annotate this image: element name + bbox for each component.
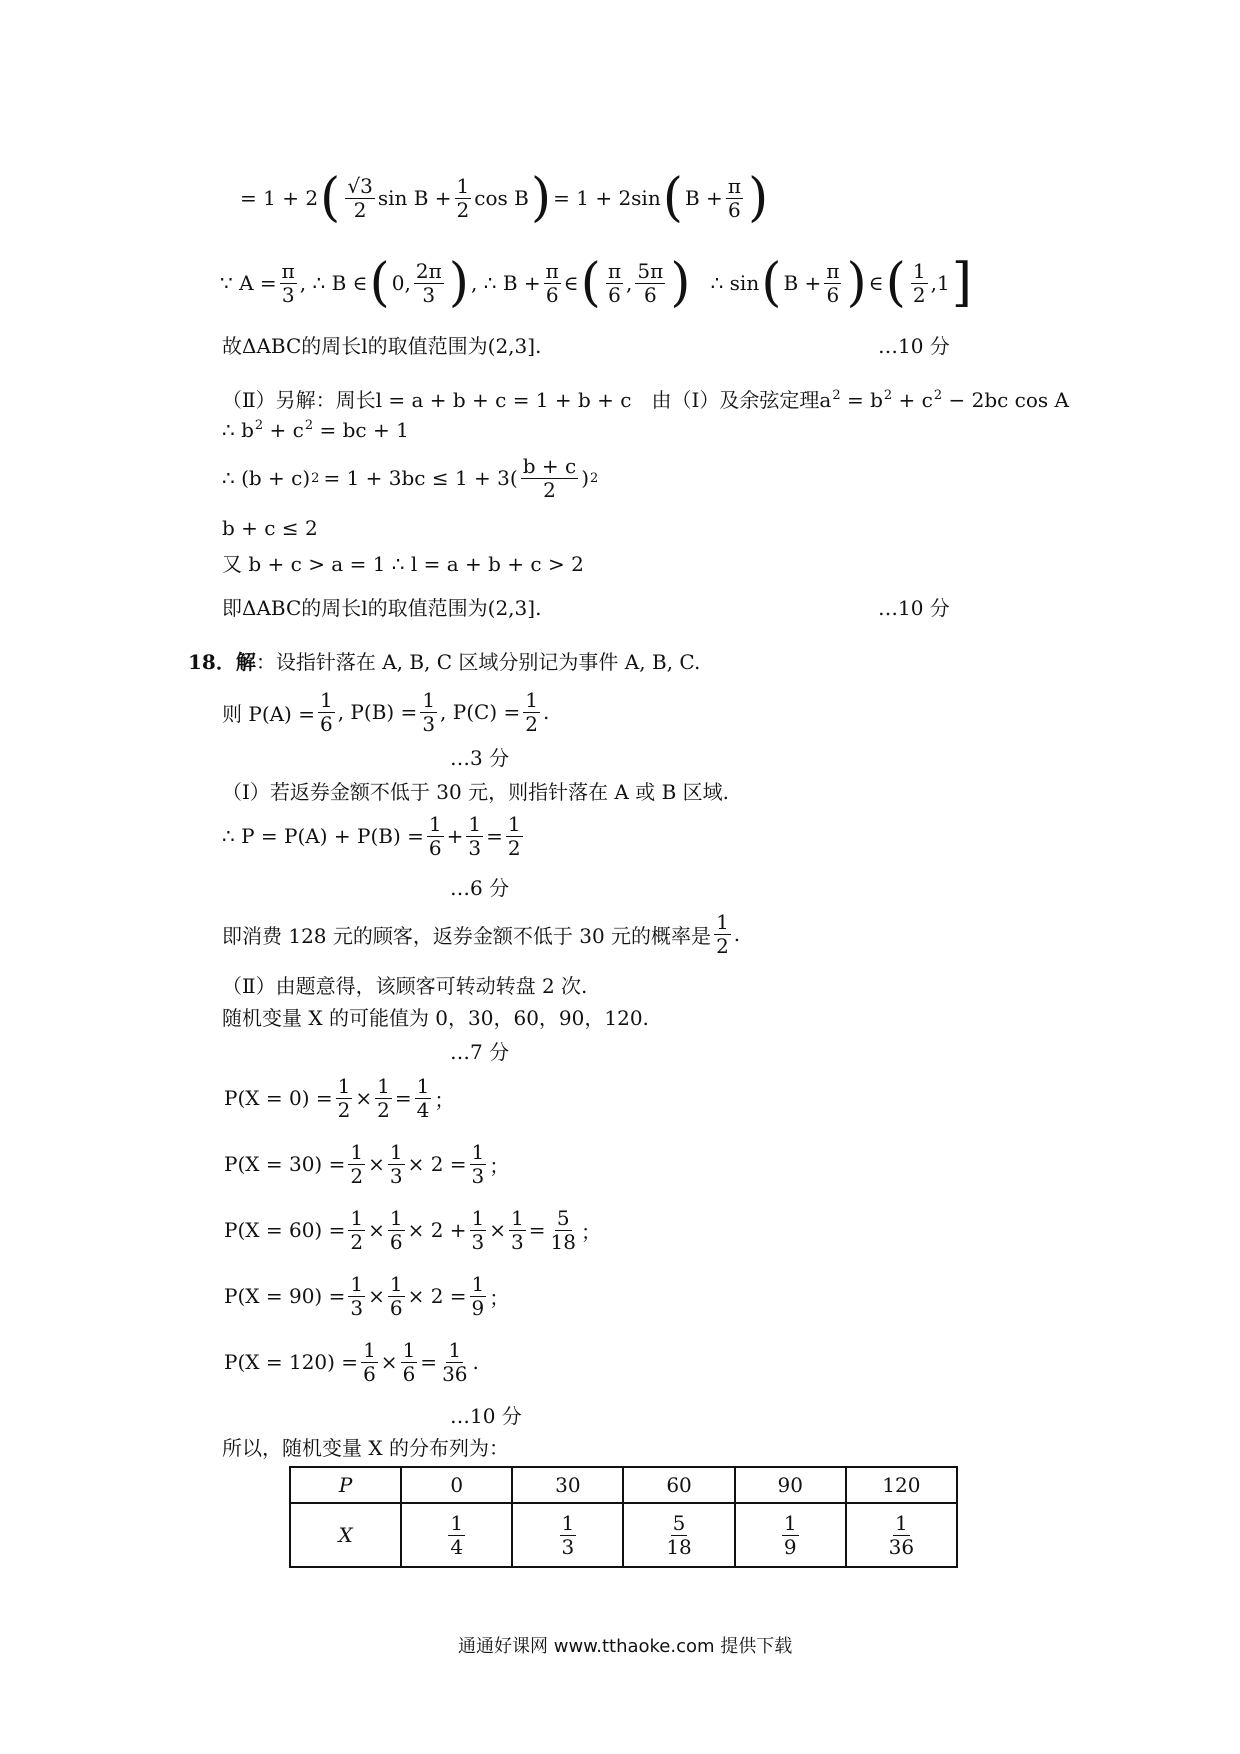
fraction: $\frac{1}{3}$ xyxy=(471,1205,485,1254)
score-marker: …10 分 xyxy=(878,596,950,620)
fraction: $\frac{1}{3}$ xyxy=(468,811,482,860)
equation-line-1 xyxy=(240,158,770,238)
fraction: $\frac{\pi}{6}$ xyxy=(826,258,840,307)
conclusion-line: 故ΔABC的周长l的取值范围为(2,3]. xyxy=(222,334,542,358)
px60-line: P(X = 60) = $\frac{1}{2}$ × $\frac{1}{6}$ × 2 + $\frac{1}{3}$ × $\frac{1}{3}$ = $\frac{5}{18}$ ； xyxy=(224,1205,601,1254)
fraction: $\frac{1}{36}$ xyxy=(888,1510,915,1559)
table-row xyxy=(290,1503,957,1567)
fraction: $\frac{1}{4}$ xyxy=(416,1073,430,1122)
fraction: $\frac{1}{6}$ xyxy=(389,1205,403,1254)
fraction: $\frac{1}{3}$ xyxy=(389,1139,403,1188)
bracket-right: ] xyxy=(951,253,972,313)
paren-left: ( xyxy=(320,168,341,228)
score-marker: …10 分 xyxy=(878,334,950,358)
fraction: $\frac{1}{36}$ xyxy=(442,1337,468,1386)
table-cell: X xyxy=(290,1503,401,1567)
table-cell: 120 xyxy=(846,1467,957,1503)
part2-text: （Ⅱ）由题意得，该顾客可转动转盘 2 次. xyxy=(222,974,588,998)
eq-text: B + xyxy=(783,271,822,295)
score-marker: …10 分 xyxy=(450,1404,522,1428)
score-marker: …3 分 xyxy=(450,746,510,770)
fraction: $\frac{1}{6}$ xyxy=(363,1337,376,1386)
table-cell xyxy=(512,1503,623,1567)
table-cell: P xyxy=(290,1467,401,1503)
fraction: $\frac{2\pi}{3}$ xyxy=(415,258,442,307)
table-cell: 90 xyxy=(735,1467,846,1503)
table-cell xyxy=(846,1503,957,1567)
eq-text: ∈ xyxy=(868,271,884,295)
fraction: $\frac{1}{4}$ xyxy=(450,1510,464,1559)
fraction: $\frac{1}{2}$ xyxy=(507,811,521,860)
eq-text: B + xyxy=(685,186,723,210)
paren-right: ) xyxy=(747,168,769,228)
equation-line-2 xyxy=(220,248,974,318)
fraction: $\frac{1}{2}$ xyxy=(525,687,538,736)
fraction: $\frac{1}{3}$ xyxy=(561,1510,575,1559)
fraction: $\frac{\pi}{6}$ xyxy=(607,258,622,307)
page-footer: 通通好课网 www.tthaoke.com 提供下载 xyxy=(458,1636,793,1657)
fraction: $\frac{1}{2}$ xyxy=(350,1139,364,1188)
equation-gt: 又 b + c > a = 1 ∴ l = a + b + c > 2 xyxy=(222,552,584,576)
eq-text: = 1 + 2sin xyxy=(553,186,661,210)
fraction: $\frac{1}{2}$ xyxy=(377,1073,390,1122)
fraction: $\frac{1}{3}$ xyxy=(350,1271,364,1320)
part1-text: （Ⅰ）若返券金额不低于 30 元，则指针落在 A 或 B 区域. xyxy=(222,780,729,804)
eq-text: sin B + xyxy=(377,186,452,210)
table-cell xyxy=(401,1503,512,1567)
eq-text: ∴ sin xyxy=(710,271,760,295)
fraction: $\frac{5\pi}{6}$ xyxy=(637,258,664,307)
px120-line: P(X = 120) = $\frac{1}{6}$ × $\frac{1}{6}$ = $\frac{1}{36}$ . xyxy=(224,1337,479,1386)
fraction: $\frac{1}{3}$ xyxy=(471,1139,485,1188)
fraction: $\frac{\pi}{3}$ xyxy=(281,258,295,307)
fraction: $\frac{1}{2}$ xyxy=(716,909,729,958)
fraction: $\frac{1}{6}$ xyxy=(319,687,333,736)
eq-text: cos B xyxy=(474,186,529,210)
distribution-table xyxy=(289,1466,958,1568)
eq-text: 0, xyxy=(391,271,411,295)
distribution-intro: 所以，随机变量 X 的分布列为： xyxy=(222,1436,509,1460)
fraction: $\frac{1}{6}$ xyxy=(428,811,442,860)
paren-left: ( xyxy=(369,253,390,313)
paren-left: ( xyxy=(885,253,906,313)
paren-right: ) xyxy=(846,253,867,313)
question-18-intro: 18．解：设指针落在 A, B, C 区域分别记为事件 A, B, C. xyxy=(188,650,701,674)
fraction: $\frac{\pi}{6}$ xyxy=(727,173,741,222)
paren-left: ( xyxy=(761,253,782,313)
prob-line: 则 P(A) = $\frac{1}{6}$ , P(B) = $\frac{1}{3}$ , P(C) = $\frac{1}{2}$ . xyxy=(222,687,550,736)
part1-equation: ∴ P = P(A) + P(B) = $\frac{1}{6}$ + $\frac{1}{3}$ = $\frac{1}{2}$ xyxy=(222,811,521,860)
px30-line: P(X = 30) = $\frac{1}{2}$ × $\frac{1}{3}$ × 2 = $\frac{1}{3}$ ； xyxy=(224,1139,510,1188)
eq-text: , ∴ B + xyxy=(471,271,541,295)
fraction: $\frac{b + c}{2}$ xyxy=(522,453,577,502)
px0-line: P(X = 0) = $\frac{1}{2}$ × $\frac{1}{2}$ = $\frac{1}{4}$ ； xyxy=(224,1073,455,1122)
part1-conclusion: 即消费 128 元的顾客，返券金额不低于 30 元的概率是 $\frac{1}{2}$ . xyxy=(222,909,741,958)
px90-line: P(X = 90) = $\frac{1}{3}$ × $\frac{1}{6}$ × 2 = $\frac{1}{9}$ ； xyxy=(224,1271,510,1320)
paren-right: ) xyxy=(448,253,470,313)
eq-text: = 1 + 2 xyxy=(240,186,319,210)
equation-sum: ∴ (b + c) 2 = 1 + 3bc ≤ 1 + 3( $\frac{b + c}{2}$ ) 2 xyxy=(222,453,599,502)
equation-le2: b + c ≤ 2 xyxy=(222,516,318,540)
score-marker: …6 分 xyxy=(450,876,510,900)
table-cell xyxy=(623,1503,734,1567)
eq-text: ∈ xyxy=(563,271,579,295)
table-cell: 60 xyxy=(623,1467,734,1503)
eq-text: ,1 xyxy=(930,271,950,295)
score-marker: …7 分 xyxy=(450,1040,510,1064)
table-row xyxy=(290,1467,957,1503)
fraction: $\frac{1}{3}$ xyxy=(511,1205,524,1254)
paren-right: ) xyxy=(530,168,552,228)
conclusion-line-2: 即ΔABC的周长l的取值范围为(2,3]. xyxy=(222,596,542,620)
eq-text: , ∴ B ∈ xyxy=(299,271,368,295)
equation-b2c2: ∴ $b^2 + c^2$ = bc + 1 xyxy=(222,418,409,442)
table-cell xyxy=(735,1503,846,1567)
fraction: $\frac{1}{9}$ xyxy=(471,1271,485,1320)
eq-text: ∵ A = xyxy=(220,271,277,295)
fraction: $\frac{1}{6}$ xyxy=(402,1337,416,1386)
fraction: $\frac{√3}{2}$ xyxy=(347,173,373,222)
fraction: $\frac{5}{18}$ xyxy=(666,1510,692,1559)
table-cell: 0 xyxy=(401,1467,512,1503)
paren-right: ) xyxy=(670,253,691,313)
fraction: $\frac{1}{6}$ xyxy=(389,1271,403,1320)
alt-solution-title: （Ⅱ）另解：周长l = a + b + c = 1 + b + c 由（Ⅰ）及余弦定理$a^2 = b^2 + c^2 - 2bc$ cos A xyxy=(222,388,1069,412)
fraction: $\frac{1}{2}$ xyxy=(337,1073,351,1122)
paren-left: ( xyxy=(662,168,683,228)
fraction: $\frac{1}{2}$ xyxy=(912,258,926,307)
fraction: $\frac{1}{3}$ xyxy=(422,687,436,736)
fraction: $\frac{1}{2}$ xyxy=(350,1205,364,1254)
fraction: $\frac{1}{9}$ xyxy=(783,1510,797,1559)
fraction: $\frac{\pi}{6}$ xyxy=(545,258,559,307)
eq-text: , xyxy=(626,271,633,295)
fraction: $\frac{1}{2}$ xyxy=(456,173,470,222)
part2-values: 随机变量 X 的可能值为 0，30，60，90，120. xyxy=(222,1006,649,1030)
fraction: $\frac{5}{18}$ xyxy=(550,1205,576,1254)
table-cell: 30 xyxy=(512,1467,623,1503)
paren-left: ( xyxy=(580,253,601,313)
